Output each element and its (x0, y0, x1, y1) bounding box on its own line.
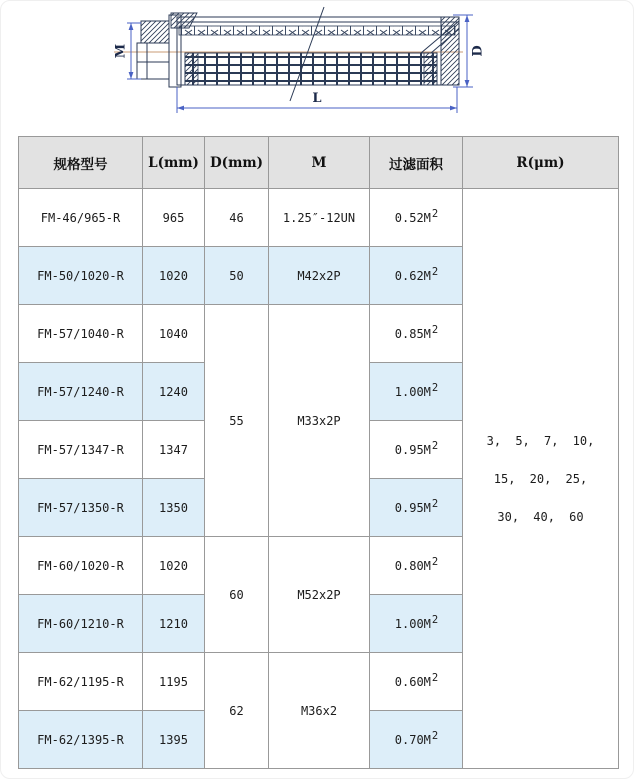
micron-rating-line: 3, 5, 7, 10, (486, 433, 595, 448)
area-cell (370, 363, 463, 421)
model-cell: FM-57/1347-R (19, 421, 143, 479)
fitting-nut (141, 21, 169, 43)
area-value: 0.60M (394, 674, 431, 689)
diameter-cell: 50 (205, 247, 269, 305)
area-exponent: 2 (431, 381, 439, 394)
micron-rating-line: 30, 40, 60 (497, 509, 584, 524)
area-value: 0.85M (394, 326, 431, 341)
model-cell: FM-62/1195-R (19, 653, 143, 711)
length-cell: 1347 (143, 421, 205, 479)
header-row (19, 137, 619, 189)
diameter-cell: 46 (205, 189, 269, 247)
area-exponent: 2 (431, 613, 439, 626)
dim-label-m: M (113, 43, 129, 59)
area-value: 0.52M (394, 210, 431, 225)
area-exponent: 2 (431, 671, 439, 684)
area-cell (370, 595, 463, 653)
area-value: 1.00M (394, 616, 431, 631)
spec-table (18, 136, 619, 769)
dim-label-d: D (470, 45, 486, 57)
area-value: 1.00M (394, 384, 431, 399)
filter-element-technical-drawing (1, 1, 634, 133)
area-value: 0.95M (394, 500, 431, 515)
length-cell: 1350 (143, 479, 205, 537)
area-cell (370, 479, 463, 537)
thread-cell: M52x2P (269, 537, 370, 653)
length-cell: 1040 (143, 305, 205, 363)
end-cap (441, 17, 459, 85)
model-cell: FM-60/1020-R (19, 537, 143, 595)
area-value: 0.62M (394, 268, 431, 283)
diameter-cell: 55 (205, 305, 269, 537)
length-cell: 965 (143, 189, 205, 247)
area-exponent: 2 (431, 323, 439, 336)
area-cell (370, 421, 463, 479)
area-value: 0.70M (394, 732, 431, 747)
area-cell (370, 189, 463, 247)
thread-cell: 1.25″-12UN (269, 189, 370, 247)
micron-rating-cell (463, 189, 619, 769)
header-micron-rating: R(μm) (463, 137, 619, 189)
length-cell: 1240 (143, 363, 205, 421)
table-row (19, 189, 619, 247)
thread-cell: M42x2P (269, 247, 370, 305)
model-cell: FM-57/1040-R (19, 305, 143, 363)
filter-body (177, 17, 459, 85)
area-cell (370, 247, 463, 305)
area-cell (370, 711, 463, 769)
length-cell: 1020 (143, 537, 205, 595)
area-exponent: 2 (431, 207, 439, 220)
header-model: 规格型号 (19, 137, 143, 189)
length-cell: 1395 (143, 711, 205, 769)
thread-cell: M33x2P (269, 305, 370, 537)
model-cell: FM-57/1350-R (19, 479, 143, 537)
area-exponent: 2 (431, 729, 439, 742)
model-cell: FM-62/1395-R (19, 711, 143, 769)
area-exponent: 2 (431, 497, 439, 510)
micron-rating-line: 15, 20, 25, (493, 471, 588, 486)
length-cell: 1020 (143, 247, 205, 305)
length-cell: 1195 (143, 653, 205, 711)
header-diameter: D(mm) (205, 137, 269, 189)
area-exponent: 2 (431, 555, 439, 568)
area-exponent: 2 (431, 439, 439, 452)
header-thread: M (269, 137, 370, 189)
dim-label-l: L (312, 91, 322, 106)
model-cell: FM-46/965-R (19, 189, 143, 247)
length-cell: 1210 (143, 595, 205, 653)
header-filter-area: 过滤面积 (370, 137, 463, 189)
area-value: 0.95M (394, 442, 431, 457)
model-cell: FM-60/1210-R (19, 595, 143, 653)
diameter-cell: 62 (205, 653, 269, 769)
area-exponent: 2 (431, 265, 439, 278)
filter-drawing-svg (1, 1, 634, 133)
dimension-l (177, 87, 457, 113)
diameter-cell: 60 (205, 537, 269, 653)
header-length: L(mm) (143, 137, 205, 189)
area-cell (370, 537, 463, 595)
thread-cell: M36x2 (269, 653, 370, 769)
area-value: 0.80M (394, 558, 431, 573)
area-cell (370, 653, 463, 711)
model-cell: FM-50/1020-R (19, 247, 143, 305)
mesh-grid (185, 53, 437, 85)
model-cell: FM-57/1240-R (19, 363, 143, 421)
area-cell (370, 305, 463, 363)
